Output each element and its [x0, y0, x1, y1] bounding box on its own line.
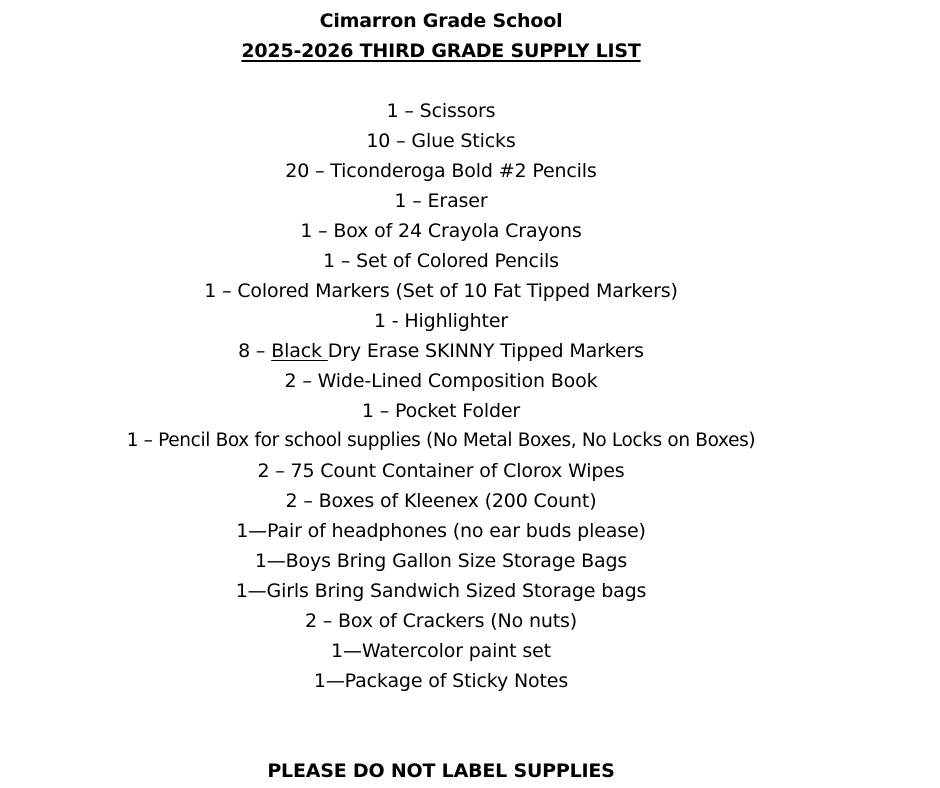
supply-item: 1 – Pocket Folder: [361, 400, 521, 422]
supply-item: 1 – Box of 24 Crayola Crayons: [300, 220, 582, 242]
supply-item: 1—Girls Bring Sandwich Sized Storage bags: [235, 580, 647, 602]
supply-item: 2 – Box of Crackers (No nuts): [304, 610, 578, 632]
supply-item: 20 – Ticonderoga Bold #2 Pencils: [285, 160, 597, 182]
item-emphasis-underlined: Black: [271, 340, 328, 362]
supply-items-list: [0, 96, 882, 696]
supply-item: 1 - Highlighter: [373, 310, 509, 332]
supply-item: 1 – Colored Markers (Set of 10 Fat Tipped Markers): [204, 280, 678, 302]
supply-item: 2 – Boxes of Kleenex (200 Count): [285, 490, 597, 512]
list-title-text: 2025-2026 THIRD GRADE SUPPLY LIST: [241, 40, 641, 62]
supply-item: 1—Watercolor paint set: [331, 640, 551, 662]
footer-note: PLEASE DO NOT LABEL SUPPLIES: [267, 760, 615, 782]
supply-item: 1 – Eraser: [394, 190, 488, 212]
item-prefix: 8 –: [238, 340, 272, 362]
supply-item: 1—Package of Sticky Notes: [313, 670, 569, 692]
supply-item: 2 – Wide-Lined Composition Book: [284, 370, 598, 392]
supply-item: 1—Boys Bring Gallon Size Storage Bags: [254, 550, 628, 572]
supply-item: 1—Pair of headphones (no ear buds please): [236, 520, 646, 542]
supply-item: 1 – Set of Colored Pencils: [323, 250, 559, 272]
supply-item: 2 – 75 Count Container of Clorox Wipes: [257, 460, 625, 482]
supply-item-dry-erase-markers: [0, 336, 882, 366]
supply-item: 1 – Scissors: [386, 100, 496, 122]
school-name: Cimarron Grade School: [319, 10, 563, 32]
item-suffix: Dry Erase SKINNY Tipped Markers: [327, 340, 644, 362]
supply-item: 10 – Glue Sticks: [366, 130, 516, 152]
supply-item: 1 – Pencil Box for school supplies (No Metal Boxes, No Locks on Boxes): [126, 430, 756, 451]
list-title: [0, 36, 882, 66]
